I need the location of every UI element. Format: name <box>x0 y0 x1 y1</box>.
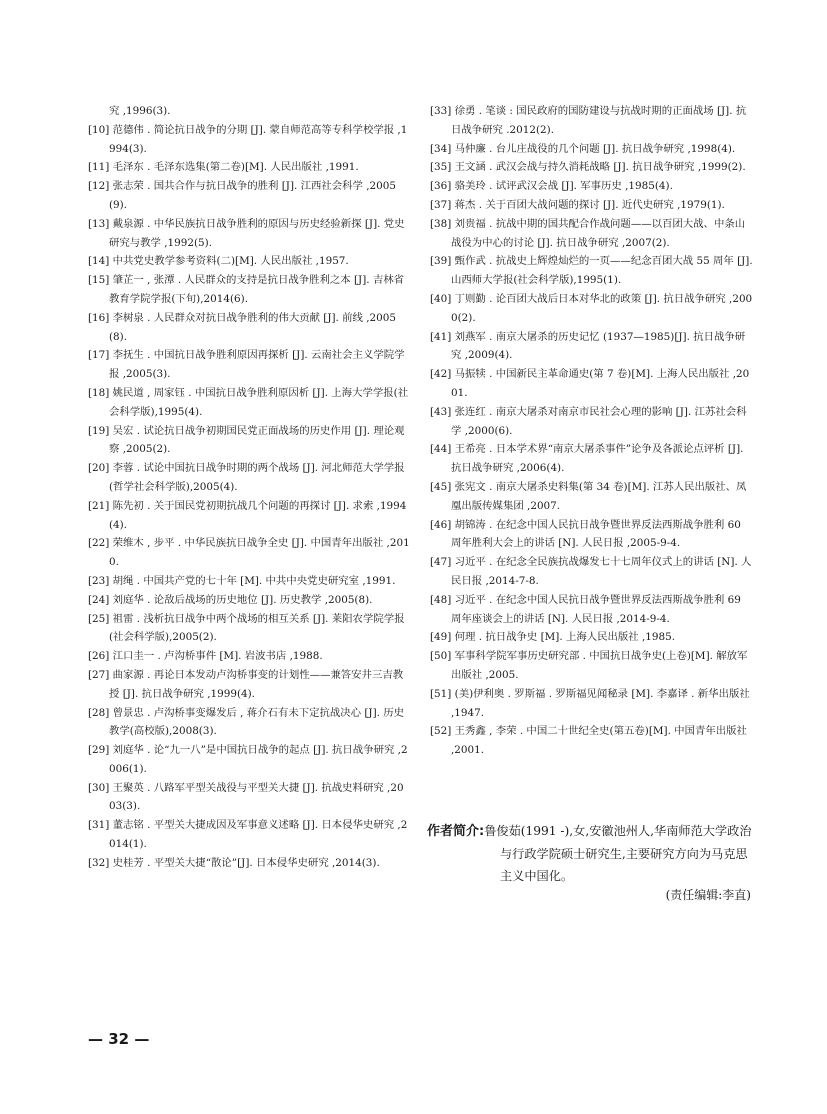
reference-number: [18] <box>88 386 110 399</box>
reference-item <box>88 534 410 572</box>
reference-item <box>430 403 753 441</box>
reference-text: 胡绳 . 中国共产党的七十年 [M]. 中共中央党史研究室 ,1991. <box>112 574 396 587</box>
reference-text: 曾景忠 . 卢沟桥事变爆发后 , 蒋介石有未下定抗战决心 [J]. 历史教学(高校版),2008(3). <box>109 706 405 738</box>
reference-text: 刘贵福 . 抗战中期的国共配合作战问题——以百团大战、中条山战役为中心的讨论 [J]. 抗日战争研究 ,2007(2). <box>451 217 746 249</box>
reference-number: [33] <box>430 105 452 117</box>
reference-item <box>88 177 410 215</box>
reference-text: 胡锦涛 . 在纪念中国人民抗日战争暨世界反法西斯战争胜利 60 周年胜利大会上的讲话 [N]. 人民日报 ,2005-9-4. <box>451 518 741 550</box>
reference-text: 丁则勤 . 论百团大战后日本对华北的政策 [J]. 抗日战争研究 ,2000(2). <box>451 292 753 324</box>
reference-number: [45] <box>430 480 452 493</box>
reference-number: [13] <box>88 217 110 230</box>
reference-item <box>88 309 410 347</box>
reference-number: [37] <box>430 198 452 211</box>
reference-item <box>88 384 410 422</box>
reference-text: 张志荣 . 国共合作与抗日战争的胜利 [J]. 江西社会科学 ,2005(9). <box>109 180 396 211</box>
reference-number: [31] <box>88 819 110 832</box>
reference-item <box>88 252 410 271</box>
reference-item <box>430 158 753 177</box>
references-right-column <box>430 102 753 760</box>
reference-number: [41] <box>430 330 452 343</box>
reference-text: 董志铭 . 平型关大捷成因及军事意义述略 [J]. 日本侵华史研究 ,2014(1). <box>109 819 408 851</box>
reference-number: [16] <box>88 311 110 324</box>
reference-number: [47] <box>430 556 452 569</box>
reference-number: [26] <box>88 650 110 663</box>
reference-text: 骆美玲 . 试评武汉会战 [J]. 军事历史 ,1985(4). <box>454 180 673 193</box>
reference-item <box>88 647 410 666</box>
reference-item <box>430 140 753 159</box>
reference-number: [43] <box>430 405 452 418</box>
reference-number: [25] <box>88 612 110 625</box>
reference-text: 范德伟 . 简论抗日战争的分期 [J]. 蒙自师范高等专科学校学报 ,1994(3). <box>109 123 408 155</box>
reference-item <box>430 196 753 215</box>
reference-item <box>88 779 410 817</box>
reference-text: 吴宏 . 试论抗日战争初期国民党正面战场的历史作用 [J]. 理论观察 ,2005(2). <box>109 424 405 456</box>
author-bio <box>427 820 757 887</box>
reference-item <box>88 591 410 610</box>
reference-text: 戴泉源 . 中华民族抗日战争胜利的原因与历史经验新探 [J]. 党史研究与教学 ,1992(5). <box>109 217 405 249</box>
reference-text: 肇芷一 , 张潭 . 人民群众的支持是抗日战争胜利之本 [J]. 吉林省教育学院学报(下旬),2014(6). <box>109 274 405 305</box>
reference-number: [23] <box>88 574 110 587</box>
reference-item <box>430 553 753 591</box>
reference-item <box>430 591 753 629</box>
reference-number: [10] <box>88 123 110 136</box>
reference-number: [35] <box>430 161 452 174</box>
reference-item <box>430 647 753 685</box>
reference-item <box>430 440 753 478</box>
reference-number: [49] <box>430 631 452 644</box>
reference-text: 荣维木 , 步平 . 中华民族抗日战争全史 [J]. 中国青年出版社 ,2010. <box>109 537 410 569</box>
reference-item <box>430 252 753 290</box>
reference-number: [46] <box>430 518 452 531</box>
reference-number: [27] <box>88 668 110 681</box>
author-bio-label: 作者简介: <box>427 824 485 839</box>
reference-item <box>88 102 410 121</box>
reference-item <box>88 497 410 535</box>
reference-text: 张宪文 . 南京大屠杀史料集(第 34 卷)[M]. 江苏人民出版社、凤凰出版传媒集团 ,2007. <box>451 480 747 512</box>
reference-item <box>88 572 410 591</box>
reference-text: 中共党史教学参考资料(二)[M]. 人民出版社 ,1957. <box>112 255 349 268</box>
reference-text: 王秀鑫 , 李荣 . 中国二十世纪全史(第五卷)[M]. 中国青年出版社 ,2001. <box>451 725 747 757</box>
reference-text: 马仲廉 . 台儿庄战役的几个问题 [J]. 抗日战争研究 ,1998(4). <box>454 142 736 155</box>
reference-number: [40] <box>430 292 452 305</box>
reference-item <box>430 685 753 723</box>
reference-number: [48] <box>430 593 452 606</box>
reference-text: 军事科学院军事历史研究部 . 中国抗日战争史(上卷)[M]. 解放军出版社 ,2005. <box>451 650 748 681</box>
reference-item <box>88 610 410 648</box>
reference-text: 毛泽东 . 毛泽东选集(第二卷)[M]. 人民出版社 ,1991. <box>112 161 359 174</box>
reference-text: 究 ,1996(3). <box>109 105 171 117</box>
reference-text: 甄作武 . 抗战史上辉煌灿烂的一页——纪念百团大战 55 周年 [J]. 山西师大学报(社会科学版),1995(1). <box>451 255 753 287</box>
reference-text: 史桂芳 . 平型关大捷“散论”[J]. 日本侵华史研究 ,2014(3). <box>112 856 380 869</box>
references-left-column <box>88 102 410 873</box>
reference-text: 曲家源 . 再论日本发动卢沟桥事变的计划性——兼答安井三吉教授 [J]. 抗日战争研究 ,1999(4). <box>109 668 404 700</box>
reference-text: 张连红 . 南京大屠杀对南京市民社会心理的影响 [J]. 江苏社会科学 ,2000(6). <box>451 405 747 437</box>
reference-number: [24] <box>88 593 110 606</box>
reference-number: [14] <box>88 255 110 268</box>
reference-text: (美)伊利奥 . 罗斯福 . 罗斯福见闻秘录 [M]. 李嘉译 . 新华出版社 ,1947. <box>451 687 750 719</box>
reference-item <box>430 516 753 554</box>
reference-item <box>430 215 753 253</box>
reference-number: [32] <box>88 856 110 869</box>
reference-text: 李树泉 . 人民群众对抗日战争胜利的伟大贡献 [J]. 前线 ,2005(8). <box>109 311 396 343</box>
reference-item <box>88 741 410 779</box>
reference-number: [36] <box>430 180 452 193</box>
reference-number: [39] <box>430 255 452 268</box>
reference-item <box>88 704 410 742</box>
reference-text: 王希亮 . 日本学术界“南京大屠杀事件”论争及各派论点评析 [J]. 抗日战争研究 ,2006(4). <box>451 443 744 475</box>
reference-text: 李蓉 . 试论中国抗日战争时期的两个战场 [J]. 河北师范大学学报(哲学社会科学版),2005(4). <box>109 462 405 493</box>
reference-item <box>88 459 410 497</box>
reference-item <box>88 816 410 854</box>
reference-text: 王文涵 . 武汉会战与持久消耗战略 [J]. 抗日战争研究 ,1999(2). <box>454 161 746 174</box>
reference-number: [51] <box>430 687 452 700</box>
reference-number: [12] <box>88 180 110 193</box>
reference-item <box>88 215 410 253</box>
reference-text: 何理 . 抗日战争史 [M]. 上海人民出版社 ,1985. <box>454 631 676 644</box>
reference-item <box>430 628 753 647</box>
reference-number: [15] <box>88 274 110 287</box>
reference-number: [19] <box>88 424 110 437</box>
author-bio-text: 鲁俊茹(1991 -),女,安徽池州人,华南师范大学政治与行政学院硕士研究生,主要研究方向为马克思主义中国化。 <box>484 824 752 883</box>
reference-number: [30] <box>88 781 110 794</box>
reference-number: [44] <box>430 443 452 456</box>
reference-text: 李抚生 . 中国抗日战争胜利原因再探析 [J]. 云南社会主义学院学报 ,2005(3). <box>109 349 405 381</box>
reference-number: [20] <box>88 462 110 475</box>
reference-text: 江口圭一 . 卢沟桥事件 [M]. 岩波书店 ,1988. <box>112 650 323 663</box>
reference-text: 刘庭华 . 论敌后战场的历史地位 [J]. 历史教学 ,2005(8). <box>112 593 373 606</box>
reference-text: 习近平 . 在纪念中国人民抗日战争暨世界反法西斯战争胜利 69 周年座谈会上的讲话 [N]. 人民日报 ,2014-9-4. <box>451 593 741 625</box>
reference-number: [34] <box>430 142 452 155</box>
reference-text: 刘庭华 . 论“九一八”是中国抗日战争的起点 [J]. 抗日战争研究 ,2006(1). <box>109 744 408 775</box>
reference-item <box>88 854 410 873</box>
reference-text: 蒋杰 . 关于百团大战问题的探讨 [J]. 近代史研究 ,1979(1). <box>454 198 725 211</box>
reference-number: [28] <box>88 706 110 719</box>
reference-number: [52] <box>430 725 452 738</box>
reference-text: 刘燕军 . 南京大屠杀的历史记忆 (1937—1985)[J]. 抗日战争研究 ,2009(4). <box>451 330 746 362</box>
reference-item <box>88 346 410 384</box>
editor-note: (责任编辑:李直) <box>665 888 751 902</box>
reference-number: [38] <box>430 217 452 230</box>
reference-item <box>430 365 753 403</box>
reference-item <box>88 271 410 309</box>
reference-text: 祖雷 . 浅析抗日战争中两个战场的相互关系 [J]. 莱阳农学院学报(社会科学版),2005(2). <box>109 612 405 644</box>
reference-item <box>430 102 753 140</box>
reference-item <box>88 666 410 704</box>
reference-item <box>430 478 753 516</box>
reference-item <box>88 422 410 460</box>
reference-text: 徐勇 . 笔谈 : 国民政府的国防建设与抗战时期的正面战场 [J]. 抗日战争研究 .2012(2). <box>451 105 747 136</box>
reference-number: [17] <box>88 349 110 362</box>
reference-number: [21] <box>88 499 110 512</box>
reference-number: [11] <box>88 161 110 174</box>
reference-text: 王聚英 . 八路军平型关战役与平型关大捷 [J]. 抗战史料研究 ,2003(3). <box>109 781 404 813</box>
reference-text: 马振犊 . 中国新民主革命通史(第 7 卷)[M]. 上海人民出版社 ,2001. <box>451 368 750 399</box>
reference-number: [22] <box>88 537 110 550</box>
reference-item <box>88 158 410 177</box>
reference-text: 习近平 . 在纪念全民族抗战爆发七十七周年仪式上的讲话 [N]. 人民日报 ,2014-7-8. <box>451 556 752 587</box>
reference-item <box>430 328 753 366</box>
page-number: — 32 — <box>88 1030 150 1048</box>
reference-item <box>430 722 753 760</box>
author-bio-paragraph <box>427 820 757 887</box>
reference-item <box>430 177 753 196</box>
reference-text: 陈先初 . 关于国民党初期抗战几个问题的再探讨 [J]. 求索 ,1994(4). <box>109 499 407 531</box>
reference-number: [42] <box>430 368 452 381</box>
reference-text: 姚民道 , 周家钰 . 中国抗日战争胜利原因析 [J]. 上海大学学报(社会科学版),1995(4). <box>109 386 409 418</box>
reference-number: [29] <box>88 744 110 757</box>
reference-number: [50] <box>430 650 452 663</box>
reference-item <box>88 121 410 159</box>
reference-item <box>430 290 753 328</box>
